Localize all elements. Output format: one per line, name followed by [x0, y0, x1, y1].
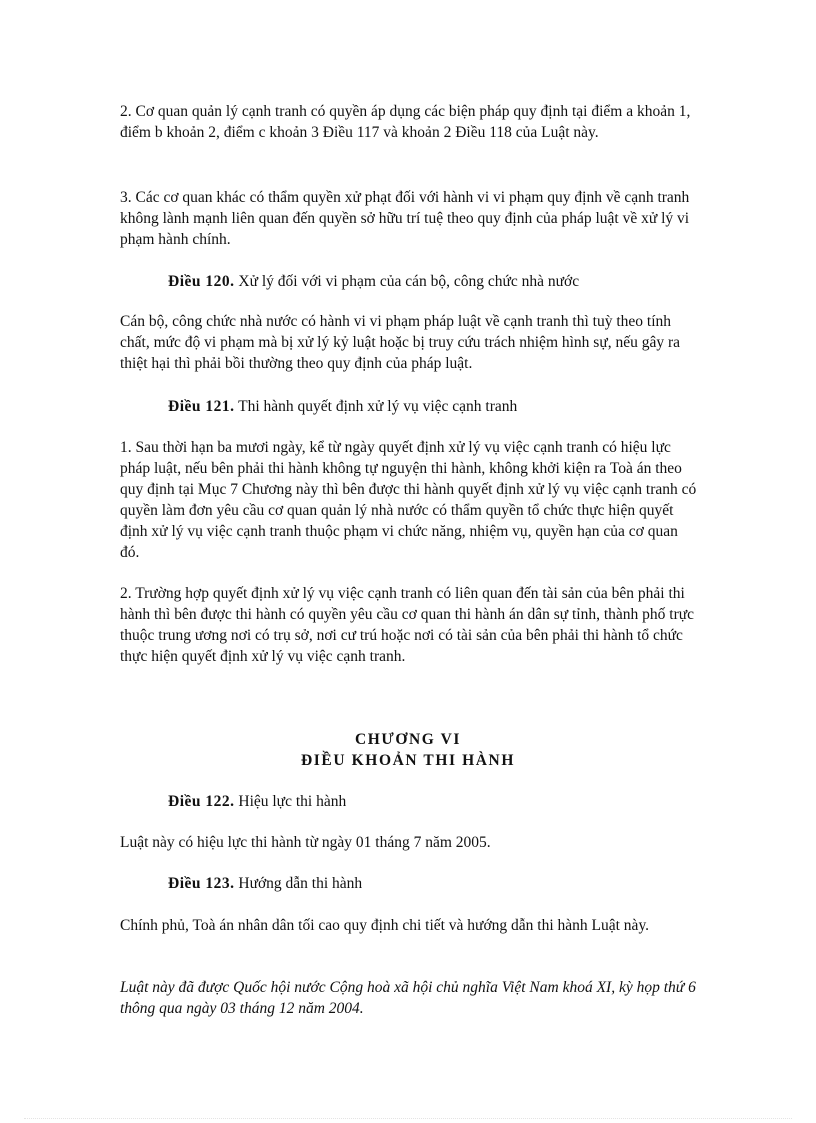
- article-123-number: Điều 123.: [168, 875, 235, 892]
- article-121-title: Thi hành quyết định xử lý vụ việc cạnh tranh: [238, 398, 518, 415]
- page-bottom-divider: [24, 1118, 792, 1119]
- article-120-title: Xử lý đối với vi phạm của cán bộ, công chức nhà nước: [238, 273, 580, 290]
- chapter-title: ĐIỀU KHOẢN THI HÀNH: [301, 752, 515, 769]
- article-120-body: Cán bộ, công chức nhà nước có hành vi vi phạm pháp luật về cạnh tranh thì tuỳ theo tính chất, mức độ vi phạm mà bị xử lý kỷ luật hoặc bị truy cứu trách nhiệm hình sự, nếu gây ra thiệt hại thì phải bồi thường theo quy định của pháp luật.: [120, 313, 681, 372]
- article-121-clause-1: 1. Sau thời hạn ba mươi ngày, kể từ ngày quyết định xử lý vụ việc cạnh tranh có hiệu lực pháp luật, nếu bên phải thi hành không tự nguyện thi hành, không khởi kiện ra Toà án theo quy định tại Mục 7 Chương này thì bên được thi hành quyết định xử lý vụ việc cạnh tranh có quyền làm đơn yêu cầu cơ quan quản lý nhà nước có thẩm quyền tổ chức thực hiện quyết định xử lý vụ việc cạnh tranh thuộc phạm vi chức năng, nhiệm vụ, quyền hạn của cơ quan đó.: [120, 439, 697, 561]
- article-120-number: Điều 120.: [168, 273, 235, 290]
- article-122-title: Hiệu lực thi hành: [238, 793, 347, 810]
- article-121-heading: [168, 396, 708, 417]
- article-121-clause-2: 2. Trường hợp quyết định xử lý vụ việc cạnh tranh có liên quan đến tài sản của bên phải thi hành thì bên được thi hành có quyền yêu cầu cơ quan thi hành án dân sự tỉnh, thành phố trực thuộc trung ương nơi có trụ sở, nơi cư trú hoặc nơi có tài sản của bên phải thi hành tổ chức thực hiện quyết định xử lý vụ việc cạnh tranh.: [120, 585, 695, 665]
- article-121-number: Điều 121.: [168, 398, 235, 415]
- chapter-label: CHƯƠNG VI: [354, 731, 462, 748]
- article-123-heading: [168, 873, 708, 894]
- article-123-body: Chính phủ, Toà án nhân dân tối cao quy định chi tiết và hướng dẫn thi hành Luật này.: [120, 917, 650, 934]
- article-123-title: Hướng dẫn thi hành: [238, 875, 363, 892]
- paragraph-clause-3: 3. Các cơ quan khác có thẩm quyền xử phạt đối với hành vi vi phạm quy định về cạnh tranh không lành mạnh liên quan đến quyền sở hữu trí tuệ theo quy định của pháp luật về xử lý vi phạm hành chính.: [120, 189, 690, 248]
- article-122-number: Điều 122.: [168, 793, 235, 810]
- paragraph-clause-2: 2. Cơ quan quản lý cạnh tranh có quyền áp dụng các biện pháp quy định tại điểm a khoản 1, điểm b khoản 2, điểm c khoản 3 Điều 117 và khoản 2 Điều 118 của Luật này.: [120, 103, 691, 141]
- closing-statement: Luật này đã được Quốc hội nước Cộng hoà xã hội chủ nghĩa Việt Nam khoá XI, kỳ họp thứ 6 thông qua ngày 03 tháng 12 năm 2004.: [120, 979, 696, 1017]
- article-120-heading: [168, 271, 708, 292]
- article-122-body: Luật này có hiệu lực thi hành từ ngày 01 tháng 7 năm 2005.: [120, 834, 491, 851]
- article-122-heading: [168, 791, 708, 812]
